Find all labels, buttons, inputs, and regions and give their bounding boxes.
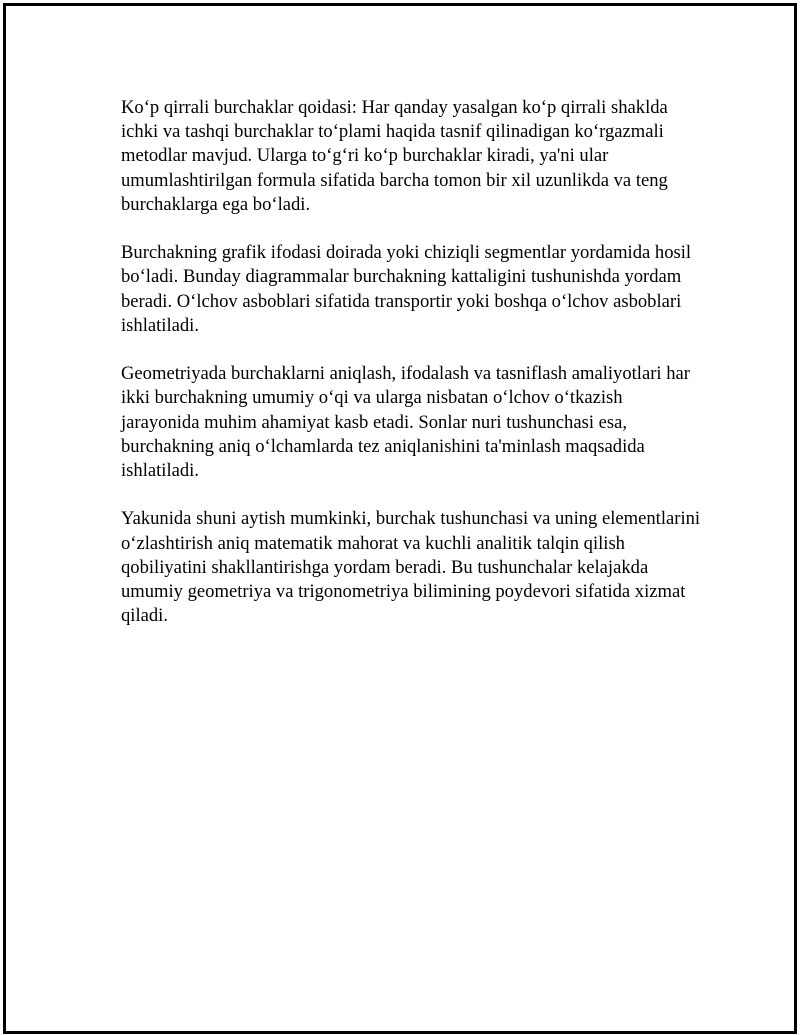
document-body (121, 96, 701, 653)
paragraph-graphic-representation: Burchakning grafik ifodasi doirada yoki chiziqli segmentlar yordamida hosil bo‘ladi. Bunday diagrammalar burchakning kattaligini tushunishda yordam beradi. O‘lchov asboblari sifatida transportir yoki boshqa o‘lchov asboblari ishlatiladi. (121, 242, 692, 336)
paragraph-geometry-classification: Geometriyada burchaklarni aniqlash, ifodalash va tasniflash amaliyotlari har ikki burchakning umumiy o‘qi va ularga nisbatan o‘lchov o‘tkazish jarayonida muhim ahamiyat kasb etadi. Sonlar nuri tushunchasi esa, burchakning aniq o‘lchamlarda tez aniqlanishini ta'minlash maqsadida ishlatiladi. (121, 363, 690, 482)
paragraph-polygon-angles: Ko‘p qirrali burchaklar qoidasi: Har qanday yasalgan ko‘p qirrali shaklda ichki va tashqi burchaklar to‘plami haqida tasnif qilinadigan ko‘rgazmali metodlar mavjud. Ularga to‘g‘ri ko‘p burchaklar kiradi, ya'ni ular umumlashtirilgan formula sifatida barcha tomon bir xil uzunlikda va teng burchaklarga ega bo‘ladi. (121, 97, 668, 215)
document-page (3, 3, 797, 1034)
paragraph-conclusion: Yakunida shuni aytish mumkinki, burchak tushunchasi va uning elementlarini o‘zlashtirish aniq matematik mahorat va kuchli analitik talqin qilish qobiliyatini shakllantirishga yordam beradi. Bu tushunchalar kelajakda umumiy geometriya va trigonometriya bilimining poydevori sifatida xizmat qiladi. (121, 508, 701, 627)
